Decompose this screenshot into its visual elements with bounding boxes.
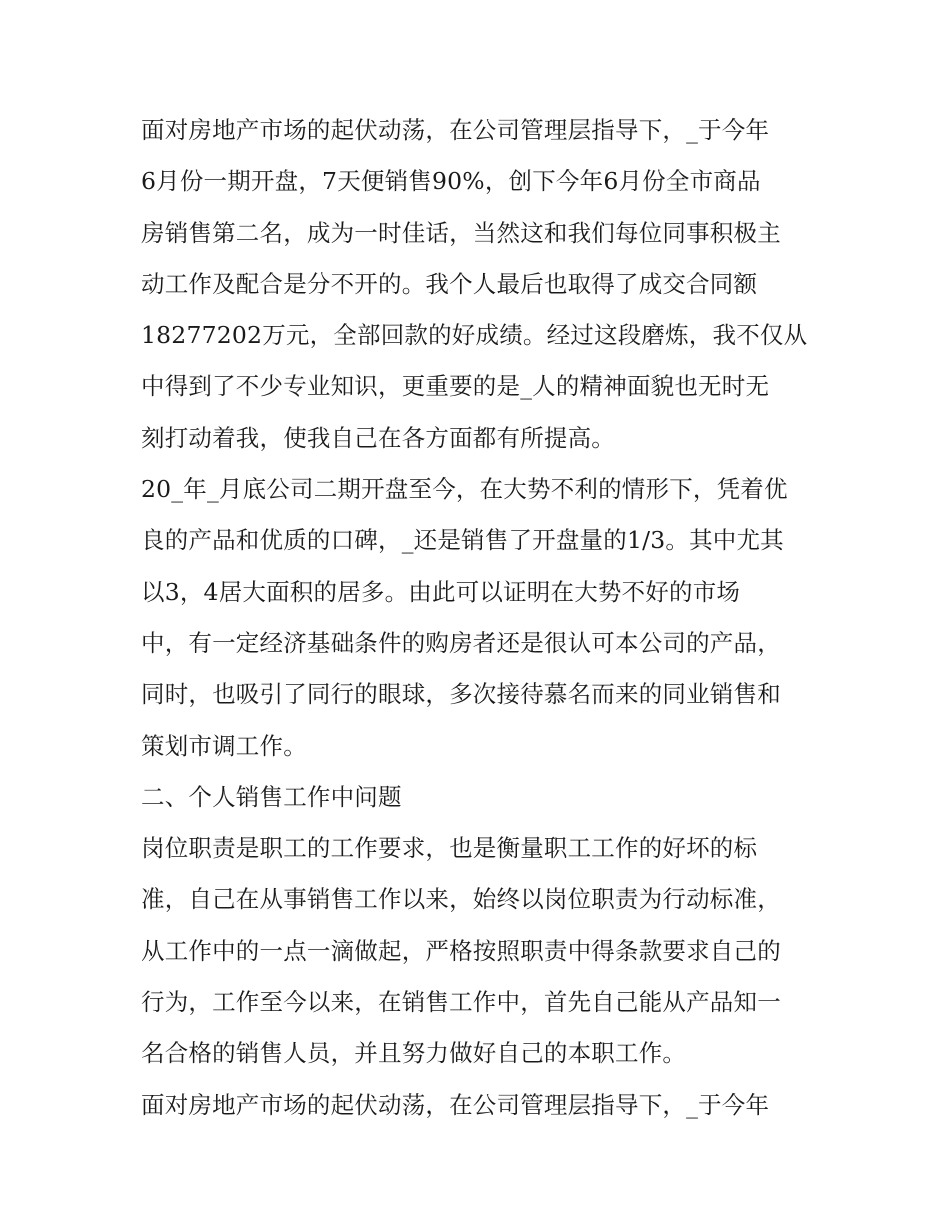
text-line: 刻打动着我，使我自己在各方面都有所提高。: [141, 423, 615, 452]
text-line: 同时，也吸引了同行的眼球，多次接待慕名而来的同业销售和: [141, 680, 781, 709]
text-line: 18277202万元，全部回款的好成绩。经过这段磨炼，我不仅从: [141, 321, 808, 350]
document-body: [141, 105, 821, 1131]
text-line: 面对房地产市场的起伏动荡，在公司管理层指导下，_于今年: [141, 1090, 770, 1119]
text-line: 中，有一定经济基础条件的购房者还是很认可本公司的产品，: [141, 628, 781, 657]
text-line: 岗位职责是职工的工作要求，也是衡量职工工作的好坏的标: [141, 834, 758, 863]
text-line: 面对房地产市场的起伏动荡，在公司管理层指导下，_于今年: [141, 116, 770, 144]
text-line: 20_年_月底公司二期开盘至今，在大势不利的情形下，凭着优: [141, 475, 788, 504]
text-line: 行为，工作至今以来，在销售工作中，首先自己能从产品知一: [141, 988, 781, 1017]
text-line: 从工作中的一点一滴做起，严格按照职责中得条款要求自己的: [141, 936, 781, 965]
text-line: 准，自己在从事销售工作以来，始终以岗位职责为行动标准，: [141, 885, 781, 914]
text-line: 动工作及配合是分不开的。我个人最后也取得了成交合同额: [141, 269, 758, 298]
section-heading: 二、个人销售工作中问题: [141, 782, 402, 811]
text-line: 房销售第二名，成为一时佳话，当然这和我们每位同事积极主: [141, 218, 781, 247]
text-line: 策划市调工作。: [141, 731, 307, 760]
text-line: 以3，4居大面积的居多。由此可以证明在大势不好的市场: [141, 577, 741, 606]
text-line: 6月份一期开盘，7天便销售90%，创下今年6月份全市商品: [141, 167, 761, 196]
text-line: 良的产品和优质的口碑，_还是销售了开盘量的1/3。其中尤其: [141, 526, 784, 555]
text-line: 名合格的销售人员，并且努力做好自己的本职工作。: [141, 1039, 687, 1068]
text-line: 中得到了不少专业知识，更重要的是_人的精神面貌也无时无: [141, 372, 770, 401]
